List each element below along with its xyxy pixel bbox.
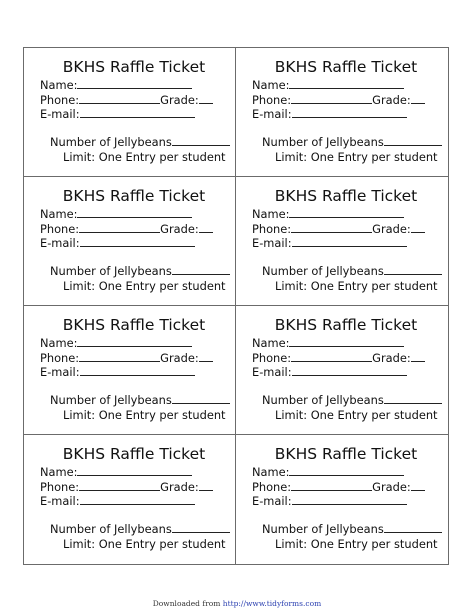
- phone-row: [252, 480, 448, 495]
- ticket-title: BKHS Raffle Ticket: [62, 58, 206, 76]
- phone-blank[interactable]: [291, 351, 372, 362]
- email-label: E-mail:: [40, 365, 80, 380]
- jellybeans-label: Number of Jellybeans: [262, 522, 384, 537]
- name-label: Name:: [252, 336, 290, 350]
- limit-note: Limit: One Entry per student: [63, 407, 226, 422]
- name-label: Name:: [40, 207, 78, 221]
- raffle-ticket: [24, 177, 236, 306]
- raffle-ticket: [236, 177, 448, 306]
- download-footer: [0, 599, 474, 608]
- jellybeans-label: Number of Jellybeans: [50, 264, 172, 279]
- name-blank[interactable]: [289, 207, 404, 218]
- jellybeans-row: [262, 522, 448, 537]
- name-row: [40, 336, 235, 351]
- name-label: Name:: [40, 78, 78, 92]
- ticket-title: BKHS Raffle Ticket: [62, 316, 206, 334]
- jellybeans-row: [50, 264, 235, 279]
- grade-blank[interactable]: [199, 222, 213, 233]
- phone-label: Phone:: [252, 350, 292, 365]
- raffle-ticket: [236, 48, 448, 177]
- grade-label: Grade:: [160, 350, 199, 365]
- jellybeans-row: [50, 135, 235, 150]
- phone-label: Phone:: [252, 221, 292, 236]
- jellybeans-blank[interactable]: [172, 522, 230, 533]
- grade-blank[interactable]: [411, 222, 425, 233]
- jellybeans-label: Number of Jellybeans: [50, 393, 172, 408]
- raffle-ticket: [24, 435, 236, 564]
- grade-label: Grade:: [372, 350, 411, 365]
- email-label: E-mail:: [252, 236, 292, 251]
- grade-blank[interactable]: [199, 480, 213, 491]
- jellybeans-blank[interactable]: [384, 135, 442, 146]
- limit-note: Limit: One Entry per student: [63, 536, 226, 551]
- email-blank[interactable]: [292, 236, 407, 247]
- phone-row: [252, 93, 448, 108]
- grade-blank[interactable]: [199, 351, 213, 362]
- raffle-ticket: [236, 306, 448, 435]
- grade-label: Grade:: [160, 221, 199, 236]
- phone-label: Phone:: [40, 92, 80, 107]
- phone-row: [40, 222, 235, 237]
- email-blank[interactable]: [292, 365, 407, 376]
- email-blank[interactable]: [80, 365, 195, 376]
- name-row: [40, 78, 235, 93]
- jellybeans-blank[interactable]: [172, 393, 230, 404]
- name-row: [252, 78, 448, 93]
- phone-row: [252, 222, 448, 237]
- name-blank[interactable]: [77, 465, 192, 476]
- limit-note: Limit: One Entry per student: [275, 407, 438, 422]
- name-blank[interactable]: [289, 465, 404, 476]
- email-blank[interactable]: [80, 107, 195, 118]
- footer-prefix: Downloaded from: [152, 599, 223, 608]
- grade-blank[interactable]: [411, 351, 425, 362]
- email-row: [40, 236, 235, 251]
- grade-blank[interactable]: [411, 93, 425, 104]
- limit-note: Limit: One Entry per student: [63, 278, 226, 293]
- ticket-title: BKHS Raffle Ticket: [274, 187, 418, 205]
- email-label: E-mail:: [252, 365, 292, 380]
- ticket-title: BKHS Raffle Ticket: [274, 316, 418, 334]
- email-label: E-mail:: [252, 494, 292, 509]
- jellybeans-row: [50, 522, 235, 537]
- name-label: Name:: [40, 465, 78, 479]
- email-blank[interactable]: [80, 494, 195, 505]
- grade-blank[interactable]: [199, 93, 213, 104]
- email-row: [40, 494, 235, 509]
- jellybeans-blank[interactable]: [384, 522, 442, 533]
- raffle-ticket-sheet: [23, 47, 449, 565]
- jellybeans-blank[interactable]: [172, 135, 230, 146]
- email-label: E-mail:: [252, 107, 292, 122]
- email-row: [40, 365, 235, 380]
- limit-note: Limit: One Entry per student: [275, 536, 438, 551]
- email-row: [252, 494, 448, 509]
- name-blank[interactable]: [77, 78, 192, 89]
- raffle-ticket: [236, 435, 448, 564]
- jellybeans-label: Number of Jellybeans: [262, 264, 384, 279]
- name-label: Name:: [252, 207, 290, 221]
- jellybeans-blank[interactable]: [172, 264, 230, 275]
- email-row: [40, 107, 235, 122]
- jellybeans-label: Number of Jellybeans: [50, 135, 172, 150]
- email-row: [252, 107, 448, 122]
- phone-blank[interactable]: [291, 93, 372, 104]
- email-blank[interactable]: [292, 494, 407, 505]
- limit-note: Limit: One Entry per student: [63, 149, 226, 164]
- email-label: E-mail:: [40, 494, 80, 509]
- grade-label: Grade:: [160, 479, 199, 494]
- email-label: E-mail:: [40, 236, 80, 251]
- jellybeans-row: [262, 264, 448, 279]
- name-blank[interactable]: [77, 207, 192, 218]
- footer-link[interactable]: http://www.tidyforms.com: [222, 599, 322, 608]
- grade-blank[interactable]: [411, 480, 425, 491]
- jellybeans-label: Number of Jellybeans: [262, 135, 384, 150]
- jellybeans-blank[interactable]: [384, 264, 442, 275]
- phone-label: Phone:: [40, 479, 80, 494]
- email-row: [252, 236, 448, 251]
- name-label: Name:: [252, 78, 290, 92]
- name-blank[interactable]: [289, 78, 404, 89]
- email-blank[interactable]: [80, 236, 195, 247]
- name-row: [252, 207, 448, 222]
- phone-row: [40, 93, 235, 108]
- phone-label: Phone:: [252, 479, 292, 494]
- email-blank[interactable]: [292, 107, 407, 118]
- name-label: Name:: [252, 465, 290, 479]
- name-blank[interactable]: [289, 336, 404, 347]
- phone-blank[interactable]: [291, 480, 372, 491]
- phone-blank[interactable]: [79, 351, 160, 362]
- jellybeans-label: Number of Jellybeans: [262, 393, 384, 408]
- phone-row: [252, 351, 448, 366]
- phone-blank[interactable]: [79, 93, 160, 104]
- grade-label: Grade:: [372, 479, 411, 494]
- jellybeans-label: Number of Jellybeans: [50, 522, 172, 537]
- name-row: [40, 207, 235, 222]
- limit-note: Limit: One Entry per student: [275, 149, 438, 164]
- name-row: [252, 465, 448, 480]
- ticket-title: BKHS Raffle Ticket: [274, 445, 418, 463]
- name-blank[interactable]: [77, 336, 192, 347]
- jellybeans-row: [262, 135, 448, 150]
- phone-blank[interactable]: [79, 480, 160, 491]
- raffle-ticket: [24, 306, 236, 435]
- ticket-title: BKHS Raffle Ticket: [62, 445, 206, 463]
- raffle-ticket: [24, 48, 236, 177]
- name-label: Name:: [40, 336, 78, 350]
- email-row: [252, 365, 448, 380]
- phone-label: Phone:: [40, 221, 80, 236]
- phone-blank[interactable]: [291, 222, 372, 233]
- grade-label: Grade:: [372, 92, 411, 107]
- ticket-title: BKHS Raffle Ticket: [62, 187, 206, 205]
- limit-note: Limit: One Entry per student: [275, 278, 438, 293]
- name-row: [252, 336, 448, 351]
- ticket-title: BKHS Raffle Ticket: [274, 58, 418, 76]
- jellybeans-blank[interactable]: [384, 393, 442, 404]
- name-row: [40, 465, 235, 480]
- grade-label: Grade:: [160, 92, 199, 107]
- jellybeans-row: [50, 393, 235, 408]
- email-label: E-mail:: [40, 107, 80, 122]
- phone-blank[interactable]: [79, 222, 160, 233]
- phone-label: Phone:: [252, 92, 292, 107]
- phone-label: Phone:: [40, 350, 80, 365]
- grade-label: Grade:: [372, 221, 411, 236]
- phone-row: [40, 351, 235, 366]
- jellybeans-row: [262, 393, 448, 408]
- phone-row: [40, 480, 235, 495]
